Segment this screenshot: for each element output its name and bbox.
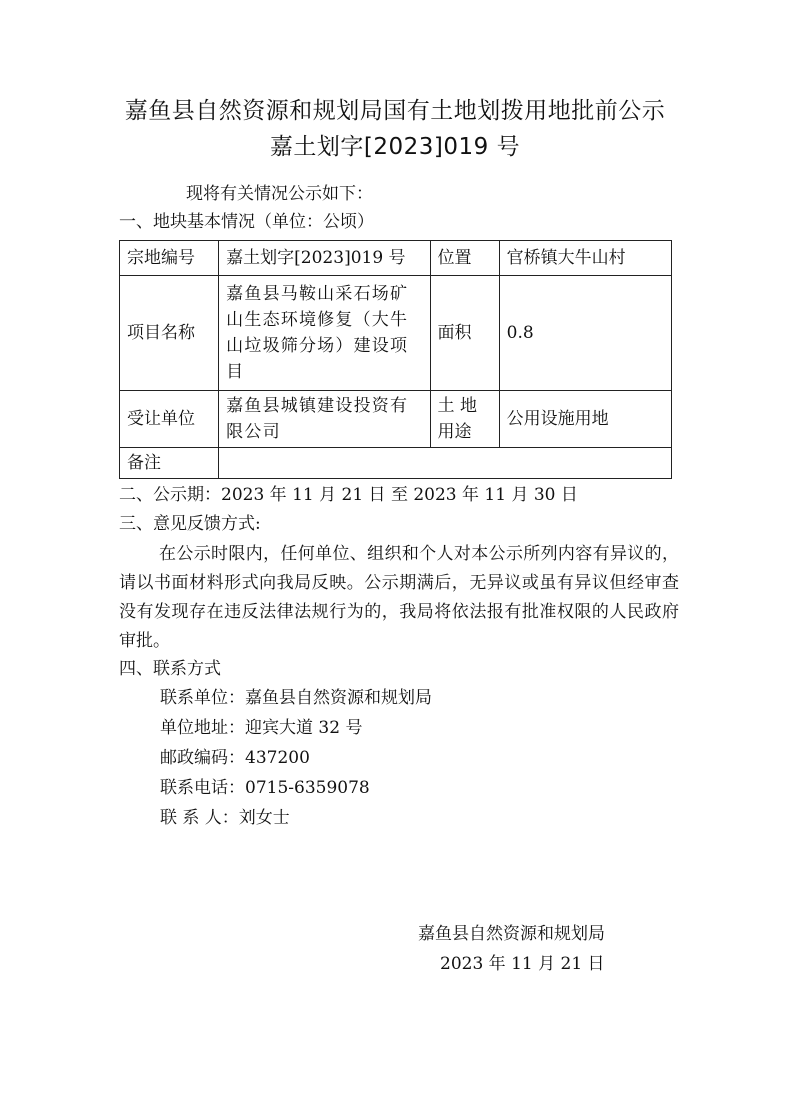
assignee-value: 嘉鱼县城镇建设投资有限公司 — [219, 391, 430, 448]
location-label: 位置 — [430, 241, 499, 276]
project-name-label: 项目名称 — [120, 276, 219, 391]
document-number: 嘉土划字[2023]019 号 — [269, 134, 521, 160]
table-row — [120, 391, 672, 448]
contact-postcode: 邮政编码：437200 — [160, 748, 310, 768]
page-title: 嘉鱼县自然资源和规划局国有土地划拨用地批前公示 — [124, 98, 666, 124]
feedback-paragraph: 在公示时限内，任何单位、组织和个人对本公示所列内容有异议的，请以书面材料形式向我局反映。公示期满后，无异议或虽有异议但经审查没有发现存在违反法律法规行为的，我局将依法报有批准权限的人民政府审批。 — [119, 544, 679, 651]
section-1-heading: 一、地块基本情况（单位：公顷） — [119, 212, 374, 232]
remarks-value — [219, 448, 672, 479]
project-name-value: 嘉鱼县马鞍山采石场矿山生态环境修复（大牛山垃圾筛分场）建设项目 — [219, 276, 430, 391]
area-value: 0.8 — [499, 276, 671, 391]
area-label: 面积 — [430, 276, 499, 391]
table-row — [120, 241, 672, 276]
section-2-publicity-period: 二、公示期：2023 年 11 月 21 日 至 2023 年 11 月 30 日 — [119, 485, 578, 505]
plot-number-value: 嘉土划字[2023]019 号 — [219, 241, 430, 276]
contact-address: 单位地址：迎宾大道 32 号 — [160, 718, 363, 738]
contact-phone: 联系电话：0715-6359078 — [160, 778, 370, 798]
section-4-heading: 四、联系方式 — [119, 659, 221, 679]
contact-person: 联 系 人：刘女士 — [160, 808, 290, 828]
plot-info-table — [119, 240, 672, 479]
remarks-label: 备注 — [120, 448, 219, 479]
table-row — [120, 448, 672, 479]
signature-organization: 嘉鱼县自然资源和规划局 — [418, 924, 605, 944]
intro-text: 现将有关情况公示如下： — [186, 184, 373, 204]
location-value: 官桥镇大牛山村 — [499, 241, 671, 276]
table-row — [120, 276, 672, 391]
contact-unit: 联系单位：嘉鱼县自然资源和规划局 — [160, 688, 432, 708]
land-use-label: 土 地用途 — [430, 391, 499, 448]
section-3-heading: 三、意见反馈方式: — [119, 514, 261, 534]
plot-number-label: 宗地编号 — [120, 241, 219, 276]
assignee-label: 受让单位 — [120, 391, 219, 448]
land-use-value: 公用设施用地 — [499, 391, 671, 448]
signature-date: 2023 年 11 月 21 日 — [440, 954, 605, 974]
